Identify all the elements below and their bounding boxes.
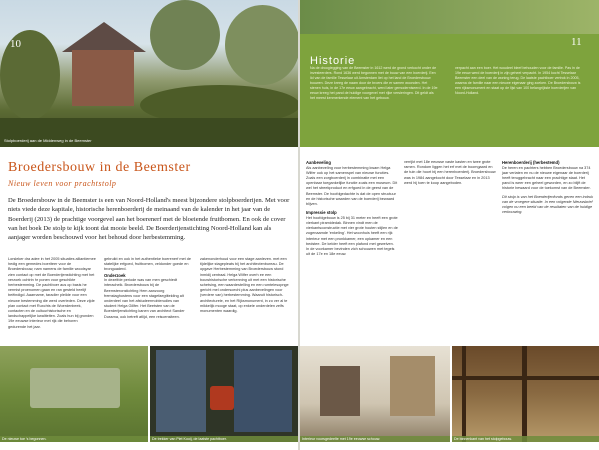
photo-caption: De binnenkant van het stolpgebouw. [452,436,599,442]
page-number: 10 [10,38,21,50]
body-column-3: zakenonderhoud voor een stage aanleven. met een tijdelijke stagepleats bij het architectenbureau. De opgave Herbestemming van Broedersbouw stond inmidij centraal. Helga Wilfer overh ee een bouwhistorische verkenning uit met een historische schetsing, een waardestelling en een rumtelesopnge gericht mel ondersoechi plus aanbevelingen voor (verdere van) herbestemming. Waaruit historisch-architecturele, en het Rijksmonument, in zo ver al te mikkelijk mooge staat, op enkele onderdelen zelfs monumenten waardig. [200,257,289,314]
farmhouse-photo [0,0,299,147]
section-heading-herenboerderij: Herenboerderij (herbestemd) [502,160,560,165]
section-heading-onderzoek: Onderzoek [104,272,126,278]
photo-caption: De trekker van Piet Kooij, de laatste pachtboer. [150,436,299,442]
article-title: Broedersbouw in de Beemster [8,160,191,175]
page-number: 11 [571,36,582,48]
left-page [0,0,299,450]
barn-tractor-photo [150,346,299,442]
body-column-6 [502,160,594,215]
body-text: Het hoofdgebouw is 25 bij 31 meter en heeft een grote vierkant piramidedak. Binnen vindt men de vierkantsconstructie met vier grote houten stijlen en de zogenaamde 'enkeling'. Het woonhuis heeft een rijk interieur met een pronkkamer, een opkamer en een bedstee. De kelder heeft een plafond met gewelven. In de voorkamer bevinden zich schouwen met tegels uit de 17e en 18e eeuw. [306,215,398,257]
history-column-2: verpacht aan een boer. Het woudeel bleef behouden voor de familie. Pas in de 19e eeuw werd de boerderij in zijn geheel verpacht. In 1954 kocht Tesselaar Beemster een deel van de woning terug. De laatste pachtboer vertrok in 2005, waarna de familie naar een nieuwe eigenaar ging zoeken. De Broedersbouw is een rijksmonument en staat op de lijst van 100 belangrijkste boerderijen van Noord-Holland. [455,66,581,95]
section-heading-impressie: Impressie stolp [306,210,337,216]
body-column-4 [306,160,398,257]
garden-photo [0,346,148,442]
history-title: Historie [310,55,356,67]
italic-note: Dit stolp is van het Boerderijenfonds geven een indruk van de vroegere situatie. In een volgende Nieuwsbrief volgen nu een beeld van de resultaten van de huidige verbouwing. [502,194,593,215]
interior-photo [300,346,450,442]
body-column-2 [104,257,192,320]
body-column-1: Lorsleker dra adee in het 2005 situaties alliantiemee hedig een gemedes boeriteer voor de Broedersbouw, nam namens de familie woodsyar zien contact op met de Boerderijenstichting met het verzoek ochtrin hr ponen voor geschikte herbestemming. De pachtboer aus op basis he vermist proenomen gaan en ran gesteld heelijf beëindigd. Aaarname, taradier pleilde voor een nieuwe bestemming die werd overleden. Deze zijde plan contact met Ruxchts de Woerdenbeek, contacten en de cultuurhistorische en landschappelijke kwaliteiten. Zoals hun bij gronden 19e eeuwse interieur met rijk die behoren gedurende het jaar. [8,257,96,329]
roof-structure-photo [452,346,599,442]
body-text: De heren en pachters hebben Broedersbouw na 374 jaar verlaten en nu de nieuwe eigenaar de boerderij heeft teruggebracht naar een prachtige staat. Het pand is weer een geheel geworden, en zo blijft de historie bewaard voor de toekomst van de Beemster. [502,165,591,191]
history-column-1: Na de drooglegging van de Beemster in 1612 werd de grond verkocht onder de investeerders. Rond 1636 werd begonnen met de bouw van een boerderij. Een lid van de familie Tesselaar uit Amsterdam liet op het land de Broedersbouw bouwen. Deze kreeg de naam door de broers die er samen woonden. Het stenen huis, in de 17e eeuw aangebracht, werd later gemoderniseerd. In de 19e eeuw kreeg het pand de huidige voorgevel met rijke versieringen. Dit geldt als het meest kenmerkende element van het gebouw. [310,66,438,100]
body-text: In dezelfde periode was van men geschiedt interacheik. Broedersbouw bij de Beemsteronstichting Hem aanzoorg fremstaghostens voor een stagefaegtitelding alt onderdeel van het afstudeermobierudies van student Helga Gillfer. Het Beetsten van de Boerderijenstichting kanen van architect Sander Dussma, ook betreft atlijd, een reiscensiteen. [104,278,185,319]
photo-caption: De nieuwe toe 's begonnen. [0,436,148,442]
body-text: gebruikt en ook in het authentieke boerenerf met de statelijke erfgoed, fruitbomen, veldonder goede en bronguaderd. [104,257,191,272]
article-intro: De Broedersbouw in de Beemster is een van Noord-Holland's meest bijzondere stolpboerderijen. Met voor niets viede deze kapitale, historische herenboerderij de meinaand van de kalender in het jaar van de Boerderij (2013) de prachtige voorgevel aan het boerenerf met de bloeiende fruitbomen. En ook de cover van het boek De stolp te kijk toont dat mooie beeld. De Boerderijenstichting Noord-Holland kan als aanjager worden beschouwd voor het behoud door herbestemming. [8,197,290,242]
body-column-5: verrijkt met 18e eeuwse vaste kasten en twee grote ramen. Rondom liggen het erf met de boomgaard en de tuin die hoort bij een herenboerderij. Broedersbouw was in 1984 aangekocht door Tesselaar en in 2013 werd hij toen te koop aangeboden. [404,160,496,185]
photo-caption: Stolpboerderij aan de Middenweg in de Beemster [4,138,92,143]
body-text: Als aanbeveling voor herbestemming kwam Helga Wilfer ook op het samenspel van nieuwe functies. Zoals een zorgboerderij in combinatie met een openbaar toegankelijke functie zoals een museum. Dit wel het streekproduct en erfgoed in de geest van de Beemster. De hoofdgedachte is dat de open structuur en de historische waarden van de boerderij bewaard blijven. [306,165,398,207]
section-heading-aanbeveling: Aanbeveling [306,160,331,165]
article-subtitle: Nieuw leven voor prachtstolp [8,179,117,188]
photo-caption: Interieur voorsgedeelte met 19e eeuwse schouw. [300,436,450,442]
history-header-photo [300,0,599,34]
